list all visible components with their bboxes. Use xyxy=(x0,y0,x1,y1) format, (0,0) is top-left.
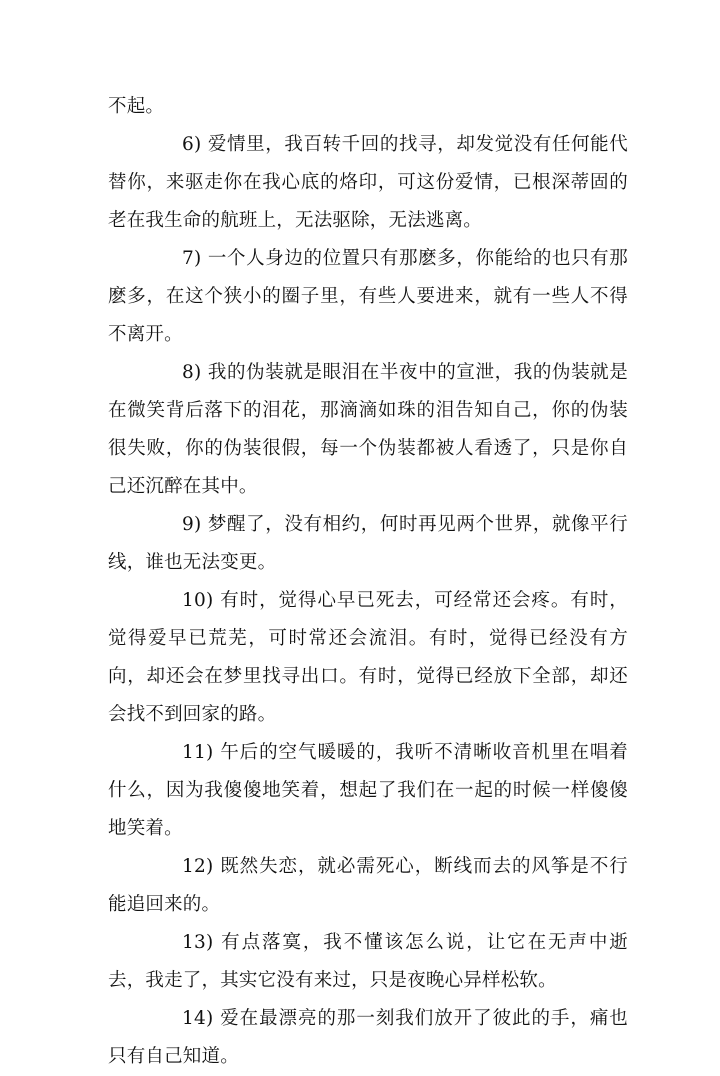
paragraph-12: 12) 既然失恋，就必需死心，断线而去的风筝是不行能追回来的。 xyxy=(108,856,628,915)
paragraph-11: 11) 午后的空气暖暖的，我听不清晰收音机里在唱着什么，因为我傻傻地笑着，想起了我们在一起的时候一样傻傻地笑着。 xyxy=(108,742,628,839)
paragraph-8: 8) 我的伪装就是眼泪在半夜中的宣泄，我的伪装就是在微笑背后落下的泪花，那滴滴如珠的泪告知自己，你的伪装很失败，你的伪装很假，每一个伪装都被人看透了，只是你自己还沉醉在其中。 xyxy=(108,362,628,497)
paragraph-continuation: 不起。 xyxy=(108,96,165,117)
paragraph-9: 9) 梦醒了，没有相约，何时再见两个世界，就像平行线，谁也无法变更。 xyxy=(108,514,628,573)
paragraph-14: 14) 爱在最漂亮的那一刻我们放开了彼此的手，痛也只有自己知道。 xyxy=(108,1008,628,1067)
paragraph-10: 10) 有时，觉得心早已死去，可经常还会疼。有时，觉得爱早已荒芜，可时常还会流泪。有时，觉得已经没有方向，却还会在梦里找寻出口。有时，觉得已经放下全部，却还会找不到回家的路。 xyxy=(108,590,628,725)
paragraph-6: 6) 爱情里，我百转千回的找寻，却发觉没有任何能代替你，来驱走你在我心底的烙印，可这份爱情，已根深蒂固的老在我生命的航班上，无法驱除，无法逃离。 xyxy=(108,134,628,231)
paragraph-13: 13) 有点落寞，我不懂该怎么说，让它在无声中逝去，我走了，其实它没有来过，只是夜晚心异样松软。 xyxy=(108,932,628,991)
paragraph-7: 7) 一个人身边的位置只有那麽多，你能给的也只有那麽多，在这个狭小的圈子里，有些人要进来，就有一些人不得不离开。 xyxy=(108,248,628,345)
document-body xyxy=(108,88,628,1076)
